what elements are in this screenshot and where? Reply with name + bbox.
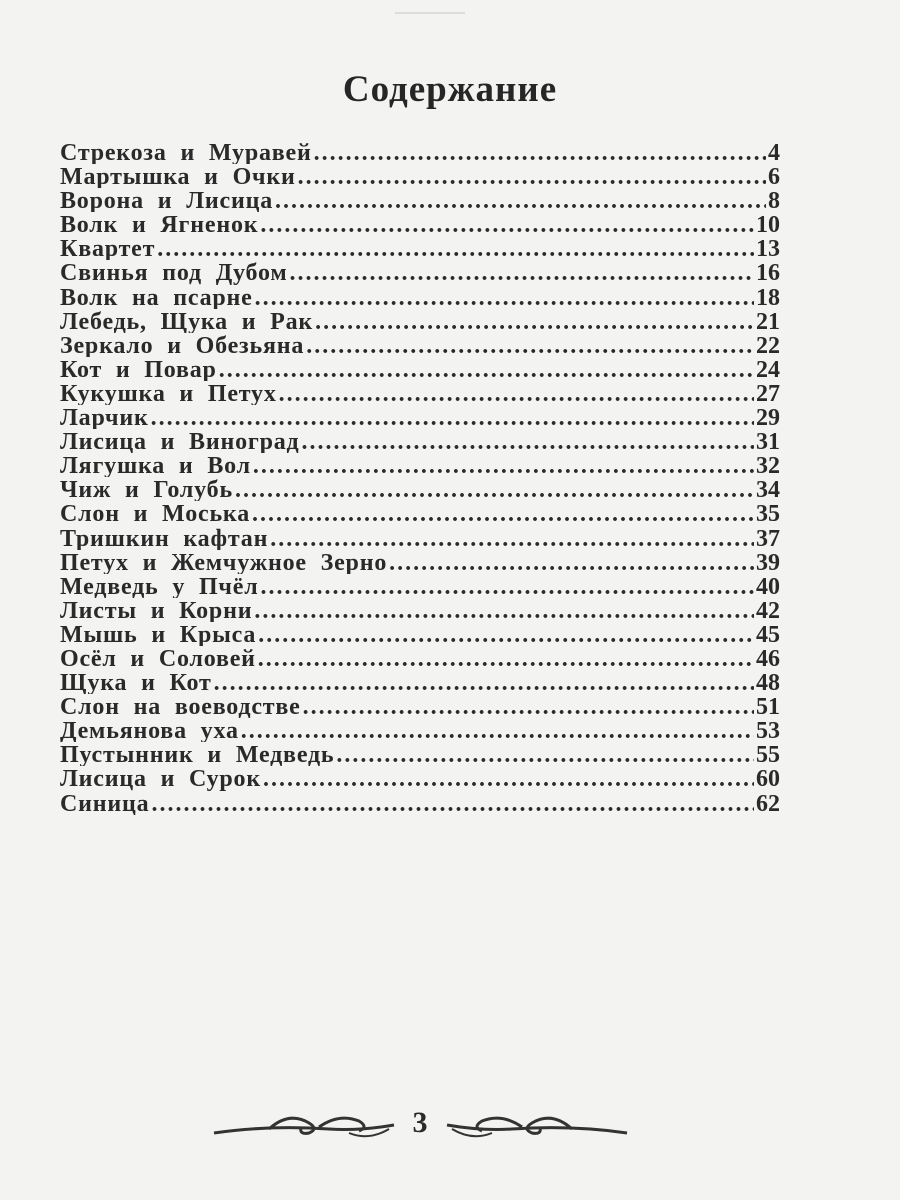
page-top-mark xyxy=(395,12,465,14)
toc-entry-page: 62 xyxy=(756,790,780,815)
toc-entry-title: Ворона и Лисица xyxy=(60,188,274,213)
dot-leader xyxy=(270,526,754,550)
left-ornament-icon xyxy=(209,1103,399,1143)
toc-entry xyxy=(60,574,780,598)
dot-leader xyxy=(252,501,754,525)
toc-entry xyxy=(60,285,780,309)
dot-leader xyxy=(389,550,754,574)
toc-entry xyxy=(60,188,780,212)
toc-entry-page: 45 xyxy=(756,621,780,646)
toc-entry-title: Щука и Кот xyxy=(60,670,212,695)
dot-leader xyxy=(263,766,754,790)
toc-entry-page: 32 xyxy=(756,453,780,478)
toc-entry-title: Стрекоза и Муравей xyxy=(60,140,312,165)
dot-leader xyxy=(151,405,754,429)
toc-entry xyxy=(60,646,780,670)
dot-leader xyxy=(303,694,754,718)
toc-entry-page: 18 xyxy=(756,284,780,309)
toc-entry-page: 21 xyxy=(756,308,780,333)
page-footer xyxy=(190,1098,650,1148)
toc-entry-page: 40 xyxy=(756,573,780,598)
dot-leader xyxy=(241,718,754,742)
toc-entry-page: 51 xyxy=(756,694,780,719)
toc-entry-title: Медведь у Пчёл xyxy=(60,573,259,598)
dot-leader xyxy=(253,453,754,477)
dot-leader xyxy=(336,742,754,766)
toc-entry-title: Кукушка и Петух xyxy=(60,380,277,406)
toc-entry-title: Кот и Повар xyxy=(60,356,217,381)
toc-entry-title: Демьянова уха xyxy=(60,718,239,743)
toc-entry-title: Лисица и Сурок xyxy=(60,766,261,791)
toc-entry-title: Пустынник и Медведь xyxy=(60,742,335,767)
toc-entry-page: 60 xyxy=(756,766,780,791)
toc-entry-title: Петух и Жемчужное Зерно xyxy=(60,549,388,574)
dot-leader xyxy=(157,236,754,260)
toc-entry-page: 42 xyxy=(756,597,780,622)
toc-entry-title: Чиж и Голубь xyxy=(60,477,233,502)
toc-entry-page: 37 xyxy=(756,525,780,550)
dot-leader xyxy=(314,140,766,164)
dot-leader xyxy=(151,791,754,815)
toc-entry-title: Слон и Моська xyxy=(60,501,250,526)
toc-entry xyxy=(60,164,780,188)
dot-leader xyxy=(254,598,754,622)
dot-leader xyxy=(260,574,754,598)
toc-entry-title: Тришкин кафтан xyxy=(60,525,269,550)
toc-entry-page: 35 xyxy=(756,501,780,526)
toc-entry xyxy=(60,598,780,622)
dot-leader xyxy=(255,285,754,309)
toc-entry xyxy=(60,670,780,694)
toc-entry-page: 27 xyxy=(756,380,780,406)
page-title: Содержание xyxy=(342,69,558,110)
dot-leader xyxy=(214,670,754,694)
toc-entry-title: Слон на воеводстве xyxy=(60,694,301,719)
toc-entry xyxy=(60,236,780,260)
toc-entry-title: Лисица и Виноград xyxy=(60,429,300,454)
toc-entry xyxy=(60,694,780,718)
toc-entry-title: Синица xyxy=(60,790,150,815)
toc-entry xyxy=(60,526,780,550)
toc-entry-page: 53 xyxy=(756,718,780,743)
toc-entry xyxy=(60,501,780,525)
toc-entry-title: Осёл и Соловей xyxy=(60,645,256,671)
toc-entry xyxy=(60,622,780,646)
toc-entry xyxy=(60,357,780,381)
toc-entry-title: Листы и Корни xyxy=(60,597,253,622)
toc-entry-page: 10 xyxy=(756,212,780,237)
dot-leader xyxy=(302,429,755,453)
toc-entry xyxy=(60,791,780,815)
toc-entry xyxy=(60,333,780,357)
toc-entry xyxy=(60,309,780,333)
toc-entry-page: 6 xyxy=(768,164,780,189)
toc-entry-page: 48 xyxy=(756,670,780,695)
page-number: 3 xyxy=(412,1106,428,1139)
toc-entry xyxy=(60,140,780,164)
table-of-contents xyxy=(60,140,780,815)
toc-entry xyxy=(60,477,780,501)
toc-entry xyxy=(60,429,780,453)
toc-entry-page: 55 xyxy=(756,742,780,767)
toc-entry-title: Лебедь, Щука и Рак xyxy=(60,308,314,333)
toc-entry-title: Мышь и Крыса xyxy=(60,621,257,646)
toc-entry-title: Волк на псарне xyxy=(60,284,253,309)
toc-entry xyxy=(60,742,780,766)
toc-entry-title: Волк и Ягненок xyxy=(60,212,259,237)
toc-entry xyxy=(60,550,780,574)
toc-entry-page: 13 xyxy=(756,236,780,261)
dot-leader xyxy=(279,381,754,405)
dot-leader xyxy=(298,164,766,188)
toc-entry-page: 34 xyxy=(756,477,780,502)
toc-entry-title: Ларчик xyxy=(60,405,149,430)
toc-entry xyxy=(60,381,780,405)
dot-leader xyxy=(289,260,754,284)
dot-leader xyxy=(258,622,754,646)
dot-leader xyxy=(315,309,754,333)
toc-entry xyxy=(60,212,780,236)
toc-entry-title: Мартышка и Очки xyxy=(60,164,296,189)
dot-leader xyxy=(258,646,754,670)
toc-entry-page: 31 xyxy=(756,429,780,454)
toc-entry-page: 29 xyxy=(756,405,780,430)
dot-leader xyxy=(275,188,766,212)
toc-entry-page: 8 xyxy=(768,188,780,213)
dot-leader xyxy=(260,212,754,236)
toc-entry-page: 4 xyxy=(768,140,780,165)
toc-entry-title: Зеркало и Обезьяна xyxy=(60,332,305,357)
toc-entry xyxy=(60,260,780,284)
toc-entry-page: 46 xyxy=(756,645,780,671)
dot-leader xyxy=(235,477,754,501)
toc-entry xyxy=(60,405,780,429)
dot-leader xyxy=(306,333,754,357)
toc-entry-page: 39 xyxy=(756,549,780,574)
toc-entry-title: Лягушка и Вол xyxy=(60,453,251,478)
toc-entry-page: 22 xyxy=(756,332,780,357)
toc-entry-page: 24 xyxy=(756,356,780,381)
toc-entry-page: 16 xyxy=(756,260,780,285)
toc-entry-title: Квартет xyxy=(60,236,156,261)
toc-entry xyxy=(60,766,780,790)
dot-leader xyxy=(219,357,754,381)
toc-entry xyxy=(60,718,780,742)
toc-entry-title: Свинья под Дубом xyxy=(60,260,288,285)
right-ornament-icon xyxy=(442,1103,632,1143)
toc-entry xyxy=(60,453,780,477)
